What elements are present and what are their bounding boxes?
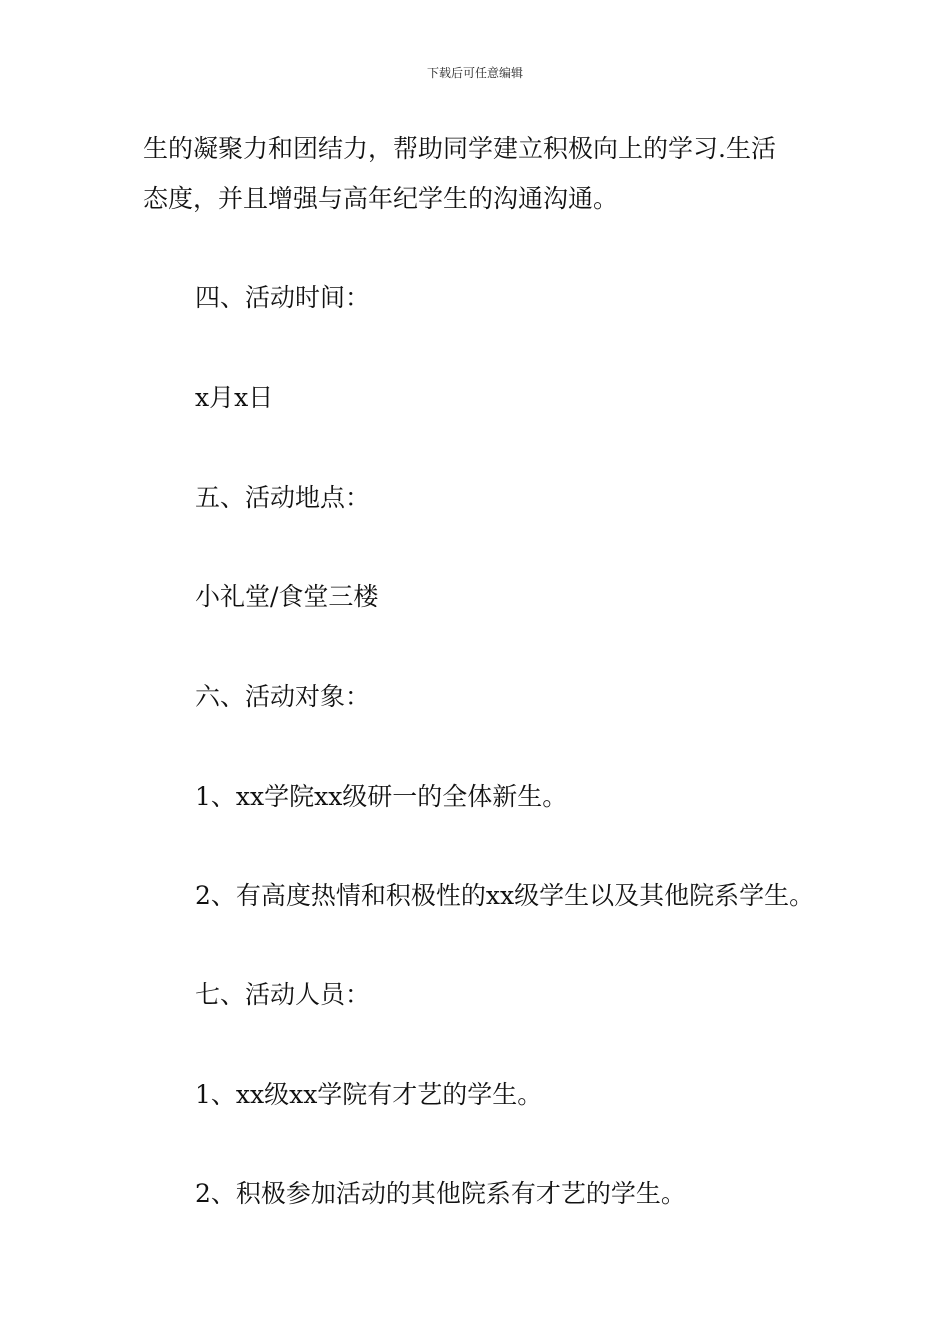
activity-place-value: 小礼堂/食堂三楼 xyxy=(195,582,379,611)
target-item-2: 2、有高度热情和积极性的xx级学生以及其他院系学生。 xyxy=(195,881,815,910)
people-item-1: 1、xx级xx学院有才艺的学生。 xyxy=(195,1080,543,1109)
section-7-heading: 七、活动人员： xyxy=(195,980,371,1009)
people-item-2: 2、积极参加活动的其他院系有才艺的学生。 xyxy=(195,1179,686,1208)
page-header-note: 下载后可任意编辑 xyxy=(426,66,523,80)
section-6-heading: 六、活动对象： xyxy=(195,682,371,711)
target-item-1: 1、xx学院xx级研一的全体新生。 xyxy=(195,782,568,811)
intro-paragraph-line-2: 态度，并且增强与高年纪学生的沟通沟通。 xyxy=(143,184,619,213)
section-5-heading: 五、活动地点： xyxy=(195,483,371,512)
activity-time-value: x月x日 xyxy=(195,383,274,412)
section-4-heading: 四、活动时间： xyxy=(195,283,371,312)
intro-paragraph-line-1: 生的凝聚力和团结力，帮助同学建立积极向上的学习.生活 xyxy=(143,134,776,163)
